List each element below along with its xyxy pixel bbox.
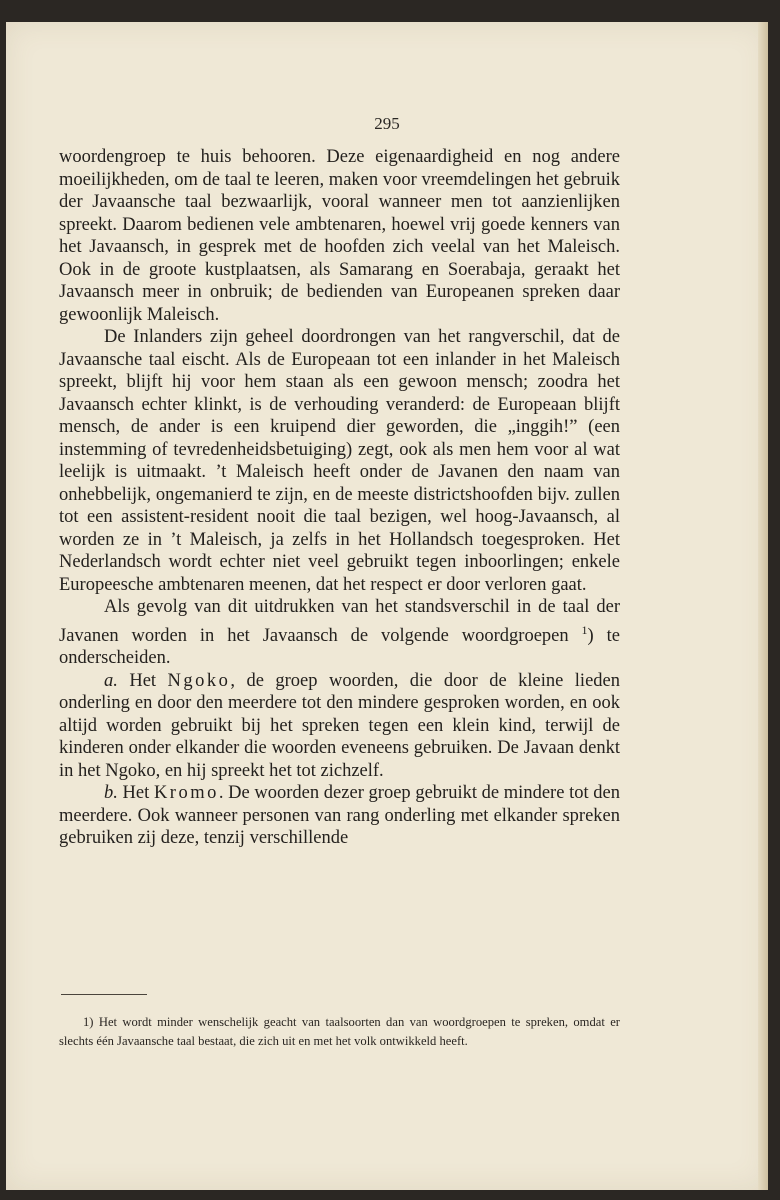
- footnote-reference: $^1$): [581, 622, 594, 646]
- paragraph-1: woordengroep te huis behooren. Deze eigenaardigheid en nog andere moeilijkheden, om de taal te leeren, maken voor vreemdelingen het gebruik der Javaansche taal bezwaarlijk, vooral wanneer men tot aanzienlijken spreekt. Daarom bedienen vele ambtenaren, hoewel vrij goede kenners van het Javaansch, in gesprek met de hoofden zich veelal van het Maleisch. Ook in de groote kustplaatsen, als Samarang en Soerabaja, geraakt het Javaansch meer in onbruik; de bedienden van Europeanen spreken daar gewoonlijk Maleisch.: [59, 147, 620, 325]
- body-text: [59, 146, 620, 850]
- list-item-b: [59, 782, 620, 850]
- list-item-a-text: , de groep woorden, die door de kleine lieden onderling en door den meerdere tot den mindere gesproken worden, en ook altijd worden gebruikt bij het spreken tegen een klein kind, terwijl de kinderen onder elkander die woorden eveneens gebruiken. De Javaan denkt in het Ngoko, en hij spreekt het tot zichzelf.: [59, 670, 620, 781]
- paragraph-2: De Inlanders zijn geheel doordrongen van het rangverschil, dat de Javaansche taal eischt. Als de Europeaan tot een inlander in het Maleisch spreekt, blijft hij voor hem staan als een gewoon mensch; zoodra het Javaansch echter klinkt, is de verhouding veranderd: de Europeaan blijft mensch, de ander is een kruipend dier geworden, die „inggih!” (een instemming of tevredenheidsbetuiging) zegt, ook als men hem voor al wat leelijk is uitmaakt. ’t Maleisch heeft onder de Javanen den naam van onhebbelijk, ongemanierd te zijn, en de meeste districtshoofden bijv. zullen tot een assistent-resident nooit die taal bezigen, wel hoog-Javaansch, al worden ze in ’t Maleisch, ja zelfs in het Hollandsch toegesproken. Het Nederlandsch wordt echter niet veel gebruikt tegen inboorlingen; enkele Europeesche ambtenaren meenen, dat het respect er door verloren gaat.: [59, 327, 620, 595]
- list-item-a: [59, 670, 620, 783]
- list-item-b-text: . De woorden dezer groep gebruikt de mindere tot den meerdere. Ook wanneer personen van rang onderling met elkander spreken gebruiken zij deze, tenzij verschillende: [59, 783, 620, 848]
- footnote-divider: [61, 994, 147, 995]
- list-item-b-lead: Het: [117, 783, 154, 803]
- paragraph-3: [59, 596, 620, 670]
- book-page: [6, 22, 768, 1190]
- footnote-reference-number: 1: [581, 622, 588, 637]
- list-item-a-lead: Het: [117, 670, 168, 691]
- paragraph-3-text: Als gevolg van dit uitdrukken van het standsverschil in de taal der Javanen worden in het Javaansch de volgende woordgroepen: [59, 597, 620, 646]
- term-ngoko: Ngoko: [167, 670, 231, 691]
- paragraph-3-end: te onderscheiden.: [59, 625, 620, 668]
- footnote: 1) Het wordt minder wenschelijk geacht van taalsoorten dan van woordgroepen te spreken, omdat er slechts één Javaansche taal bestaat, die zich uit en met het volk ontwikkeld heeft.: [59, 1015, 620, 1048]
- list-item-a-letter: a.: [104, 670, 118, 691]
- page-number: 295: [374, 114, 400, 133]
- page-edge: [758, 22, 768, 1190]
- term-kromo: Kromo: [153, 783, 219, 803]
- list-item-b-letter: b.: [104, 783, 118, 803]
